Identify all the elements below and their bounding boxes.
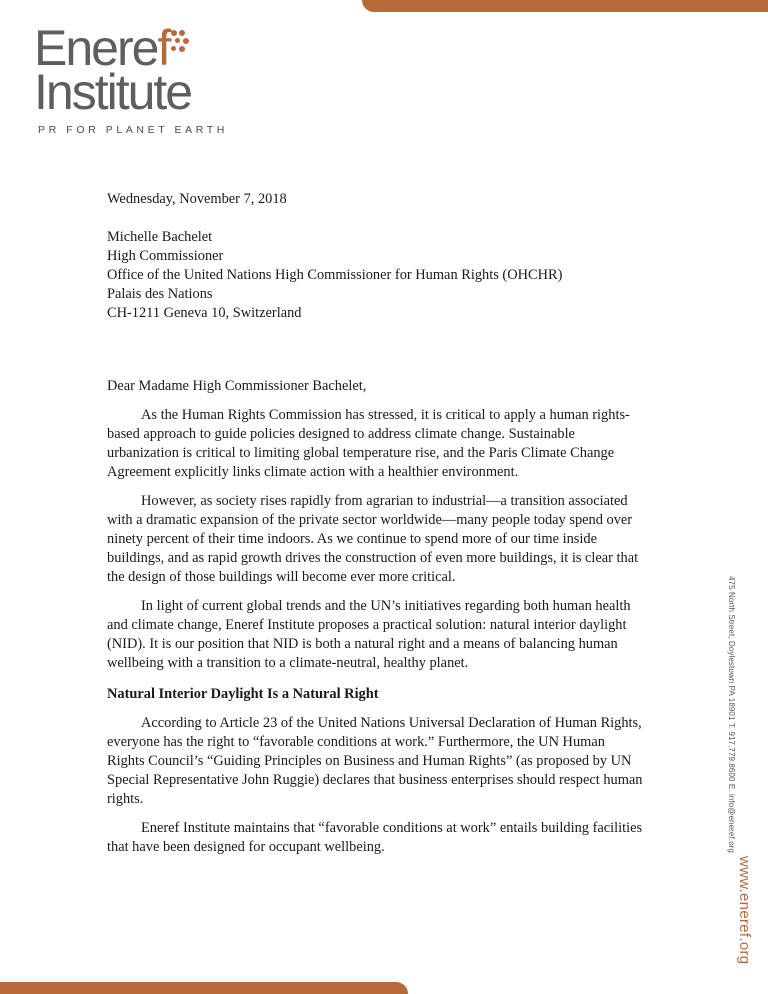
salutation: Dear Madame High Commissioner Bachelet, — [107, 378, 367, 394]
logo-line-institute: Institute — [34, 64, 192, 120]
eneref-logo — [34, 20, 228, 136]
recipient-name: Michelle Bachelet — [107, 229, 213, 245]
recipient-office: Office of the United Nations High Commissioner for Human Rights (OHCHR) — [107, 267, 563, 283]
recipient-address — [107, 228, 643, 323]
top-accent-bar — [362, 0, 768, 12]
recipient-building: Palais des Nations — [107, 286, 213, 302]
sidebar-website: www.eneref.org — [736, 856, 753, 965]
sidebar-contact-info: 475 North Street, Doylestown PA 18901 T. 917.779.8600 E. info@eneref.org — [727, 576, 736, 853]
paragraph: According to Article 23 of the United Nations Universal Declaration of Human Rights, everyone has the right to “favorable conditions at work.” Furthermore, the UN Human Rights Council’s “Guiding Principles on Business and Human Rights” (as proposed by UN Special Representative John Ruggie) declares that business enterprises should respect human rights. — [107, 715, 643, 807]
paragraph: As the Human Rights Commission has stressed, it is critical to apply a human rights-based approach to guide policies designed to address climate change. Sustainable urbanization is critical to limiting global temperature rise, and the Paris Climate Change Agreement explicitly links climate action with a healthier environment. — [107, 407, 630, 480]
recipient-title: High Commissioner — [107, 248, 224, 264]
letter-body — [107, 190, 643, 867]
paragraph: Eneref Institute maintains that “favorable conditions at work” entails building facilities that have been designed for occupant wellbeing. — [107, 820, 643, 855]
logo-line-eneref: Eneref — [34, 26, 228, 70]
section-heading: Natural Interior Daylight Is a Natural Right — [107, 686, 379, 702]
paragraph: However, as society rises rapidly from agrarian to industrial—a transition associated with a dramatic expansion of the private sector worldwide—many people today spend over ninety percent of their time indoors. As we continue to spend more of our time inside buildings, and as rapid growth drives the construction of even more buildings, it is clear that the design of those buildings will become ever more critical. — [107, 493, 639, 585]
recipient-city: CH-1211 Geneva 10, Switzerland — [107, 305, 302, 321]
bottom-accent-bar — [0, 982, 408, 994]
dots-icon — [171, 26, 193, 56]
letter-date: Wednesday, November 7, 2018 — [107, 191, 287, 207]
logo-tagline: PR FOR PLANET EARTH — [38, 124, 228, 136]
paragraph: In light of current global trends and the UN’s initiatives regarding both human health and climate change, Eneref Institute proposes a practical solution: natural interior daylight (NID). It is our position that NID is both a natural right and a means of balancing human wellbeing with a transition to a climate-neutral, healthy planet. — [107, 598, 631, 671]
